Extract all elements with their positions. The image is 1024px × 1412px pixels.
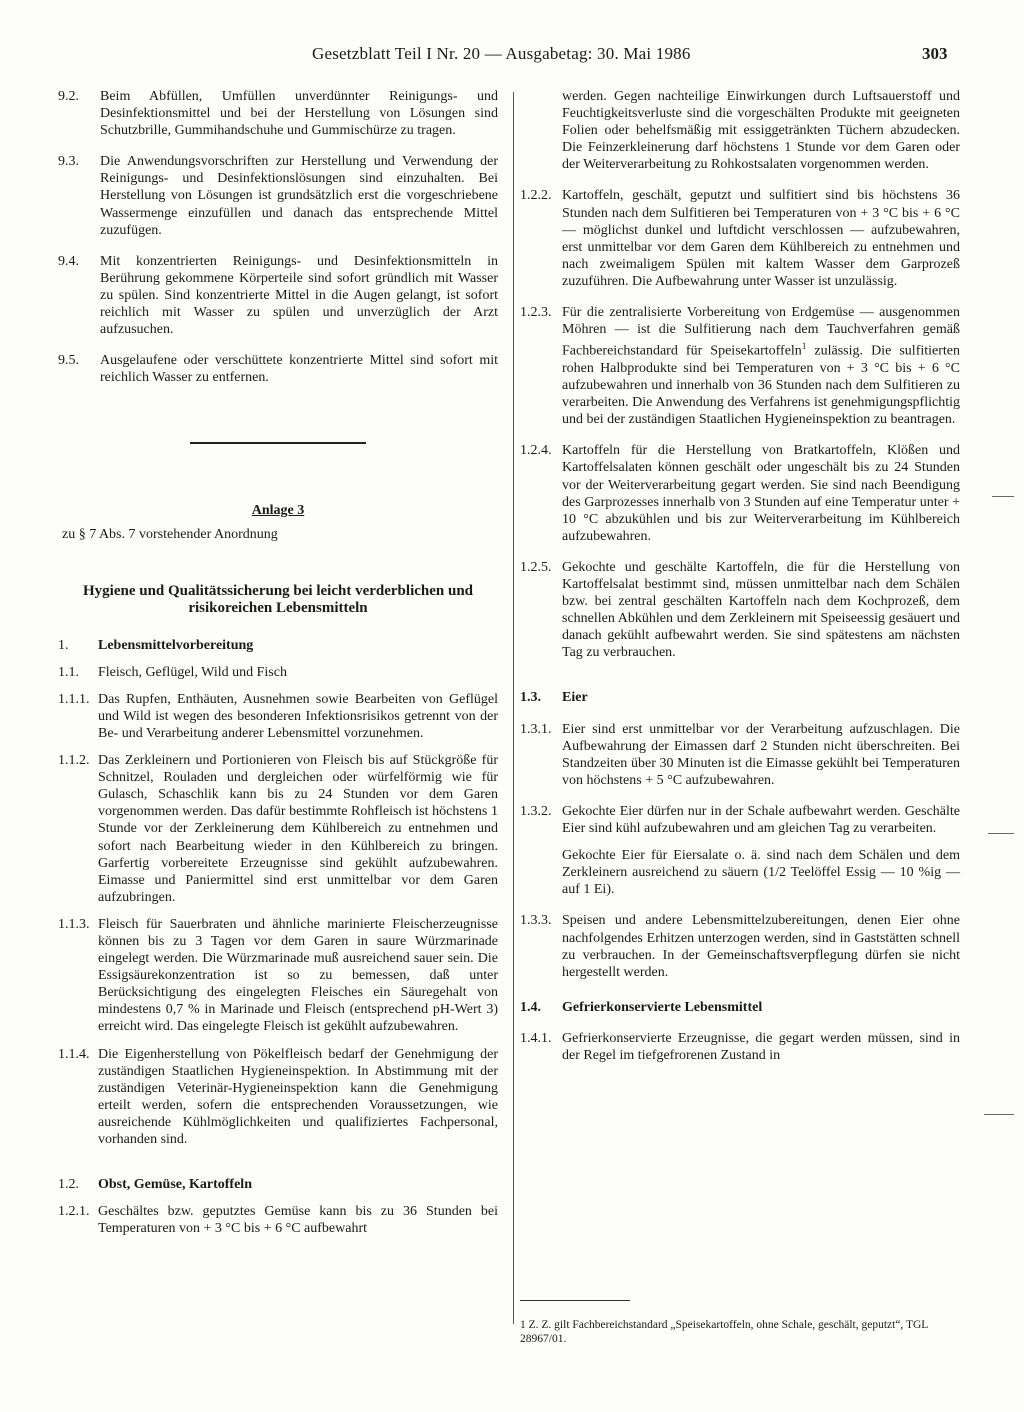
section-text: Eier sind erst unmittelbar vor der Verarbeitung aufzuschlagen. Die Aufbewahrung der Eimassen darf 2 Stunden nicht überschreiten. Bei Standzeiten über 30 Minuten ist die Eimasse gekühlt bei Temperaturen von höchstens + 5 °C aufzubewahren.: [562, 721, 960, 788]
section-1-3: [520, 689, 960, 706]
section-1-2-1-continued: werden. Gegen nachteilige Einwirkungen durch Luftsauerstoff und Feuchtigkeitsverluste sind die vorgeschälten Produkte mit geeigneten Folien oder behelfsmäßig mit essiggetränkten Tüchern abzudecken. Die Feinzerkleinerung darf höchstens 1 Stunde vor dem Garen oder der Weiterverarbeitung zu Rohkostsalaten vorgenommen werden.: [562, 89, 960, 173]
section-number: 1.3.2.: [520, 803, 552, 819]
section-number: 1.3.: [520, 690, 541, 706]
section-number: 1.3.3.: [520, 913, 552, 929]
section-1-2-4: [520, 442, 960, 545]
section-text: Speisen und andere Lebensmittelzubereitungen, denen Eier ohne nachfolgendes Erhitzen unterzogen werden, sind in Gaststätten schnell zu verbrauchen. In der Gemeinschaftsverpflegung dürfen sie nicht hergestellt werden.: [562, 913, 960, 980]
section-1-1-4: [58, 1046, 498, 1149]
section-1-1-1: [58, 691, 498, 742]
margin-mark: [988, 833, 1014, 834]
section-text: [562, 803, 960, 898]
section-text-part: Für die zentralisierte Vorbereitung von Erdgemüse — ausgenommen Möhren — ist die Sulfitierung nach dem Tauchverfahren gemäß Fachbereichstandard für Speisekartoffeln: [562, 305, 960, 359]
section-number: 1.2.: [58, 1177, 79, 1193]
margin-mark: [992, 496, 1014, 497]
section-text: Die Eigenherstellung von Pökelfleisch bedarf der Genehmigung der zuständigen Staatlichen Hygieneinspektion. In Abstimmung mit der zuständigen Veterinär-Hygieneinspektion kann die Genehmigung erteilt werden, sofern die entsprechenden Voraussetzungen, wie ausreichende Kühlmöglichkeiten und qualifiziertes Fachpersonal, vorhanden sind.: [98, 1046, 498, 1148]
section-1-4-1: [520, 1030, 960, 1064]
section-1-1-2: [58, 752, 498, 906]
anlage-title: Anlage 3: [251, 503, 305, 519]
section-number: 1.2.2.: [520, 188, 552, 204]
section-text: Beim Abfüllen, Umfüllen unverdünnter Reinigungs- und Desinfektionsmittel und bei der Herstellung von Lösungen sind Schutzbrille, Gummihandschuhe und Gummischürze zu tragen.: [100, 89, 498, 139]
section-number: 1.1.3.: [58, 916, 90, 932]
margin-mark: [984, 1114, 1014, 1115]
section-9-2: [58, 88, 498, 139]
section-title: Eier: [562, 690, 588, 706]
section-text: Das Zerkleinern und Portionieren von Fleisch bis auf Stückgröße für Schnitzel, Rouladen und dergleichen oder würfelförmig wie für Gulasch, Schaschlik kann bis zu 24 Stunden vor dem Garen vorgenommen werden. Das dafür bestimmte Rohfleisch ist höchstens 1 Stunde vor der Zerkleinerung dem Kühlbereich zu entnehmen und sofort nach Bearbeitung wieder in den Kühlbereich zu bringen. Garfertig vorbereitete Erzeugnisse sind gekühlt aufzubewahren. Eimasse und Paniermittel sind erst unmittelbar vor dem Garen aufzubringen.: [98, 753, 498, 905]
section-text: [562, 304, 960, 428]
column-divider: [513, 92, 514, 1324]
footnote-rule: [520, 1300, 630, 1301]
section-1-2-5: [520, 559, 960, 662]
section-9-3: [58, 153, 498, 238]
left-column: [58, 88, 498, 1247]
section-number: 1.3.1.: [520, 721, 552, 737]
section-9-4: [58, 253, 498, 338]
footnote: 1 Z. Z. gilt Fachbereichstandard „Speisekartoffeln, ohne Schale, geschält, geputzt“, TGL 28967/01.: [520, 1319, 928, 1345]
section-1-2-1: [58, 1203, 498, 1237]
section-number: 1.1.1.: [58, 691, 90, 707]
right-column: [520, 88, 960, 1078]
section-text-part: zulässig. Die sulfitierten rohen Halbprodukte sind bei Temperaturen von + 3 °C bis + 6 °C aufzubewahren und innerhalb von 36 Stunden nach dem Sulfitieren zu verarbeiten. Die Anwendung des Verfahrens ist genehmigungspflichtig und bei der zuständigen Staatlichen Hygieneinspektion zu beantragen.: [562, 343, 961, 428]
section-title: Gefrierkonservierte Lebensmittel: [562, 999, 763, 1015]
section-text: Gekochte und geschälte Kartoffeln, die für die Herstellung von Kartoffelsalat bestimmt sind, müssen unmittelbar nach dem Schälen bzw. bei zentral geschälten Kartoffeln nach dem Kochprozeß, dem schnellen Abkühlen und dem Zerkleinern mit Speiseessig gesäuert und danach gekühlt aufbewahrt werden. Sie sind spätestens am nächsten Tag zu verbrauchen.: [562, 559, 960, 661]
section-number: 1.2.1.: [58, 1204, 90, 1220]
section-title: Fleisch, Geflügel, Wild und Fisch: [98, 664, 287, 680]
section-1-2: [58, 1176, 498, 1193]
section-number: 1.4.: [520, 999, 541, 1015]
section-1: [58, 637, 498, 654]
section-number: 1.1.4.: [58, 1046, 90, 1062]
section-text: Gefrierkonservierte Erzeugnisse, die gegart werden müssen, sind in der Regel im tiefgefrorenen Zustand in: [562, 1030, 960, 1063]
footnote-marker: 1: [801, 341, 807, 352]
section-text: Kartoffeln, geschält, geputzt und sulfitiert sind bis höchstens 36 Stunden nach dem Sulfitieren bei Temperaturen von + 3 °C bis + 6 °C — möglichst dunkel und luftdicht verschlossen — aufzubewahren, erst unmittelbar vor dem Garen dem Kühlbereich zu entnehmen und nach zweimaligem Spülen mit kaltem Wasser dem Garprozeß zuzuführen. Die Aufbewahrung unter Wasser ist unzulässig.: [562, 188, 960, 289]
section-separator-rule: [190, 442, 366, 444]
section-number: 1.4.1.: [520, 1030, 552, 1046]
section-1-4: [520, 999, 960, 1016]
section-text: Fleisch für Sauerbraten und ähnliche marinierte Fleischerzeugnisse können bis zu 3 Tagen vor dem Garen in saure Würzmarinade eingelegt werden. Die Würzmarinade muß ausreichend sauer sein. Die Essigsäurekonzentration ist so zu bemessen, daß unter Berücksichtigung des eingelegten Fleisches ein Säuregehalt von mindestens 0,7 % in Marinade und Fleisch (entsprechend pH-Wert 3) erreicht wird. Das eingelegte Fleisch ist gekühlt aufzubewahren.: [98, 916, 498, 1035]
section-1-3-3: [520, 912, 960, 980]
section-title: Lebensmittelvorbereitung: [98, 637, 254, 653]
section-number: 1.1.: [58, 664, 79, 680]
section-paragraph: Gekochte Eier für Eiersalate o. ä. sind nach dem Schälen und dem Zerkleinern ausreichend zu säuern (1/2 Teelöffel Essig — 10 %ig — auf 1 Ei).: [562, 848, 960, 898]
section-number: 9.2.: [58, 89, 79, 104]
page-header: [0, 44, 1024, 70]
section-9-5: [58, 352, 498, 386]
section-number: 9.3.: [58, 154, 79, 170]
section-number: 9.4.: [58, 253, 79, 269]
anlage-subtitle: zu § 7 Abs. 7 vorstehender Anordnung: [62, 526, 278, 542]
section-paragraph: Gekochte Eier dürfen nur in der Schale aufbewahrt werden. Geschälte Eier sind kühl aufzubewahren und am gleichen Tag zu verarbeiten.: [562, 803, 960, 837]
section-text: Ausgelaufene oder verschüttete konzentrierte Mittel sind sofort mit reichlich Wasser zu entfernen.: [100, 353, 498, 386]
section-number: 1.2.5.: [520, 559, 552, 575]
section-text: Kartoffeln für die Herstellung von Bratkartoffeln, Klößen und Kartoffelsalaten können geschält oder ungeschält bis zu 24 Stunden vor der Weiterverarbeitung gegart werden. Sie sind nach Beendigung des Garprozesses innerhalb von 3 Stunden auf eine Temperatur unter + 10 °C abzukühlen und bis zur Weiterverarbeitung im Kühlbereich aufzubewahren.: [562, 443, 960, 544]
section-1-1-3: [58, 916, 498, 1036]
section-text: Die Anwendungsvorschriften zur Herstellung und Verwendung der Reinigungs- und Desinfektionslösungen sind einzuhalten. Bei Herstellung von Lösungen ist grundsätzlich erst die vorgeschriebene Wassermenge einzufüllen und danach das entsprechende Mittel zuzufügen.: [100, 154, 498, 238]
section-1-3-2: [520, 803, 960, 898]
page-number: 303: [922, 44, 948, 63]
section-number: 1.1.2.: [58, 753, 90, 769]
section-1-2-3: [520, 304, 960, 428]
section-1-3-1: [520, 721, 960, 789]
main-heading: Hygiene und Qualitätssicherung bei leicht verderblichen und risikoreichen Lebensmitteln: [82, 582, 474, 616]
section-1-2-2: [520, 187, 960, 290]
header-title: Gesetzblatt Teil I Nr. 20 — Ausgabetag: 30. Mai 1986: [312, 44, 691, 63]
section-number: 1.2.4.: [520, 443, 552, 459]
section-text: Mit konzentrierten Reinigungs- und Desinfektionsmitteln in Berührung gekommene Körperteile sind sofort gründlich mit Wasser zu spülen. Sind konzentrierte Mittel in die Augen gelangt, ist sofort reichlich mit Wasser zu spülen und unverzüglich der Arzt aufzusuchen.: [100, 253, 498, 338]
section-number: 1.: [58, 637, 69, 653]
section-title: Obst, Gemüse, Kartoffeln: [98, 1177, 252, 1193]
section-1-1: [58, 664, 498, 681]
section-number: 9.5.: [58, 353, 79, 369]
section-number: 1.2.3.: [520, 305, 552, 321]
section-text: Das Rupfen, Enthäuten, Ausnehmen sowie Bearbeiten von Geflügel und Wild ist wegen des besonderen Infektionsrisikos getrennt von der Be- und Verarbeitung anderer Lebensmittel vorzunehmen.: [98, 691, 498, 741]
section-text: Geschältes bzw. geputztes Gemüse kann bis zu 36 Stunden bei Temperaturen von + 3 °C bis + 6 °C aufbewahrt: [98, 1204, 498, 1237]
